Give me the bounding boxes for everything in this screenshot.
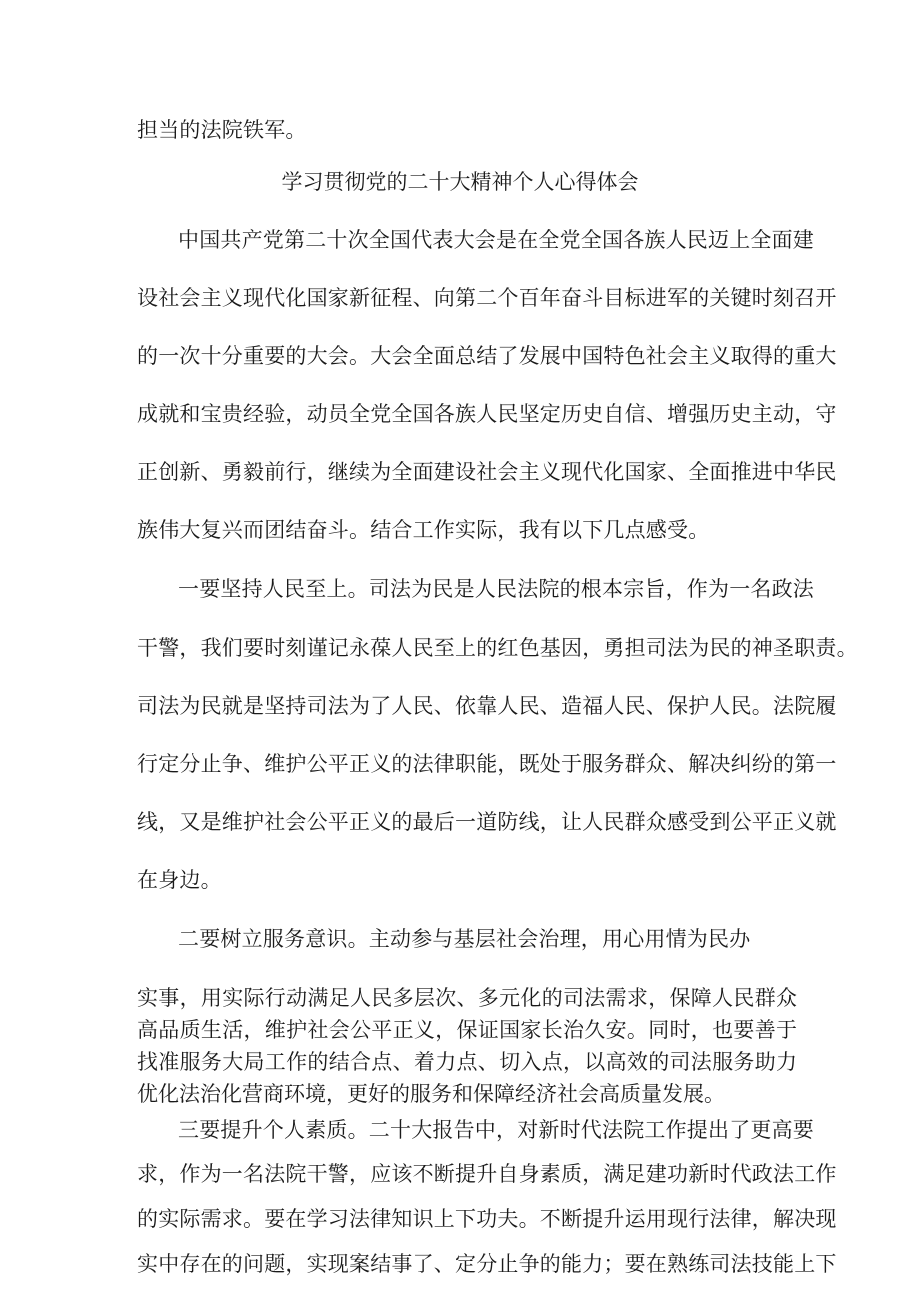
p1-line-1: 中国共产党第二十次全国代表大会是在全党全国各族人民迈上全面建 bbox=[178, 228, 814, 252]
p3-body: 实事，用实际行动满足人民多层次、多元化的司法需求，保障人民群众高品质生活，维护社会公平正义，保证国家长治久安。同时，也要善于找准服务大局工作的结合点、着力点、切入点，以高效的司法服务助力优化法治化营商环境，更好的服务和保障经济社会高质量发展。 bbox=[137, 986, 797, 1106]
p1-line-4: 成就和宝贵经验，动员全党全国各族人民坚定历史自信、增强历史主动，守 bbox=[137, 402, 837, 426]
p4-line-3: 的实际需求。要在学习法律知识上下功夫。不断提升运用现行法律，解决现 bbox=[137, 1207, 837, 1231]
p2-line-5: 线，又是维护社会公平正义的最后一道防线，让人民群众感受到公平正义就 bbox=[137, 810, 837, 834]
p2-line-6: 在身边。 bbox=[137, 868, 222, 892]
p2-line-1: 一要坚持人民至上。司法为民是人民法院的根本宗旨，作为一名政法 bbox=[178, 577, 814, 601]
p1-line-3: 的一次十分重要的大会。大会全面总结了发展中国特色社会主义取得的重大 bbox=[137, 344, 837, 368]
p4-line-4: 实中存在的问题，实现案结事了、定分止争的能力；要在熟练司法技能上下 bbox=[137, 1252, 837, 1276]
p2-line-4: 行定分止争、维护公平正义的法律职能，既处于服务群众、解决纠纷的第一 bbox=[137, 752, 837, 776]
p1-line-2: 设社会主义现代化国家新征程、向第二个百年奋斗目标进军的关键时刻召开 bbox=[137, 286, 837, 310]
p1-line-5: 正创新、勇毅前行，继续为全面建设社会主义现代化国家、全面推进中华民 bbox=[137, 460, 837, 484]
document-title: 学习贯彻党的二十大精神个人心得体会 bbox=[281, 170, 639, 194]
p4-line-2: 求，作为一名法院干警，应该不断提升自身素质，满足建功新时代政法工作 bbox=[137, 1162, 837, 1186]
p2-line-3: 司法为民就是坚持司法为了人民、依靠人民、造福人民、保护人民。法院履 bbox=[137, 694, 837, 718]
p2-line-2: 干警，我们要时刻谨记永葆人民至上的红色基因，勇担司法为民的神圣职责。 bbox=[137, 636, 858, 660]
p1-line-6: 族伟大复兴而团结奋斗。结合工作实际，我有以下几点感受。 bbox=[137, 518, 710, 542]
top-fragment: 担当的法院铁军。 bbox=[137, 118, 307, 142]
p4-line-1: 三要提升个人素质。二十大报告中，对新时代法院工作提出了更高要 bbox=[178, 1118, 814, 1142]
p3-line-1: 二要树立服务意识。主动参与基层社会治理，用心用情为民办 bbox=[178, 927, 751, 951]
